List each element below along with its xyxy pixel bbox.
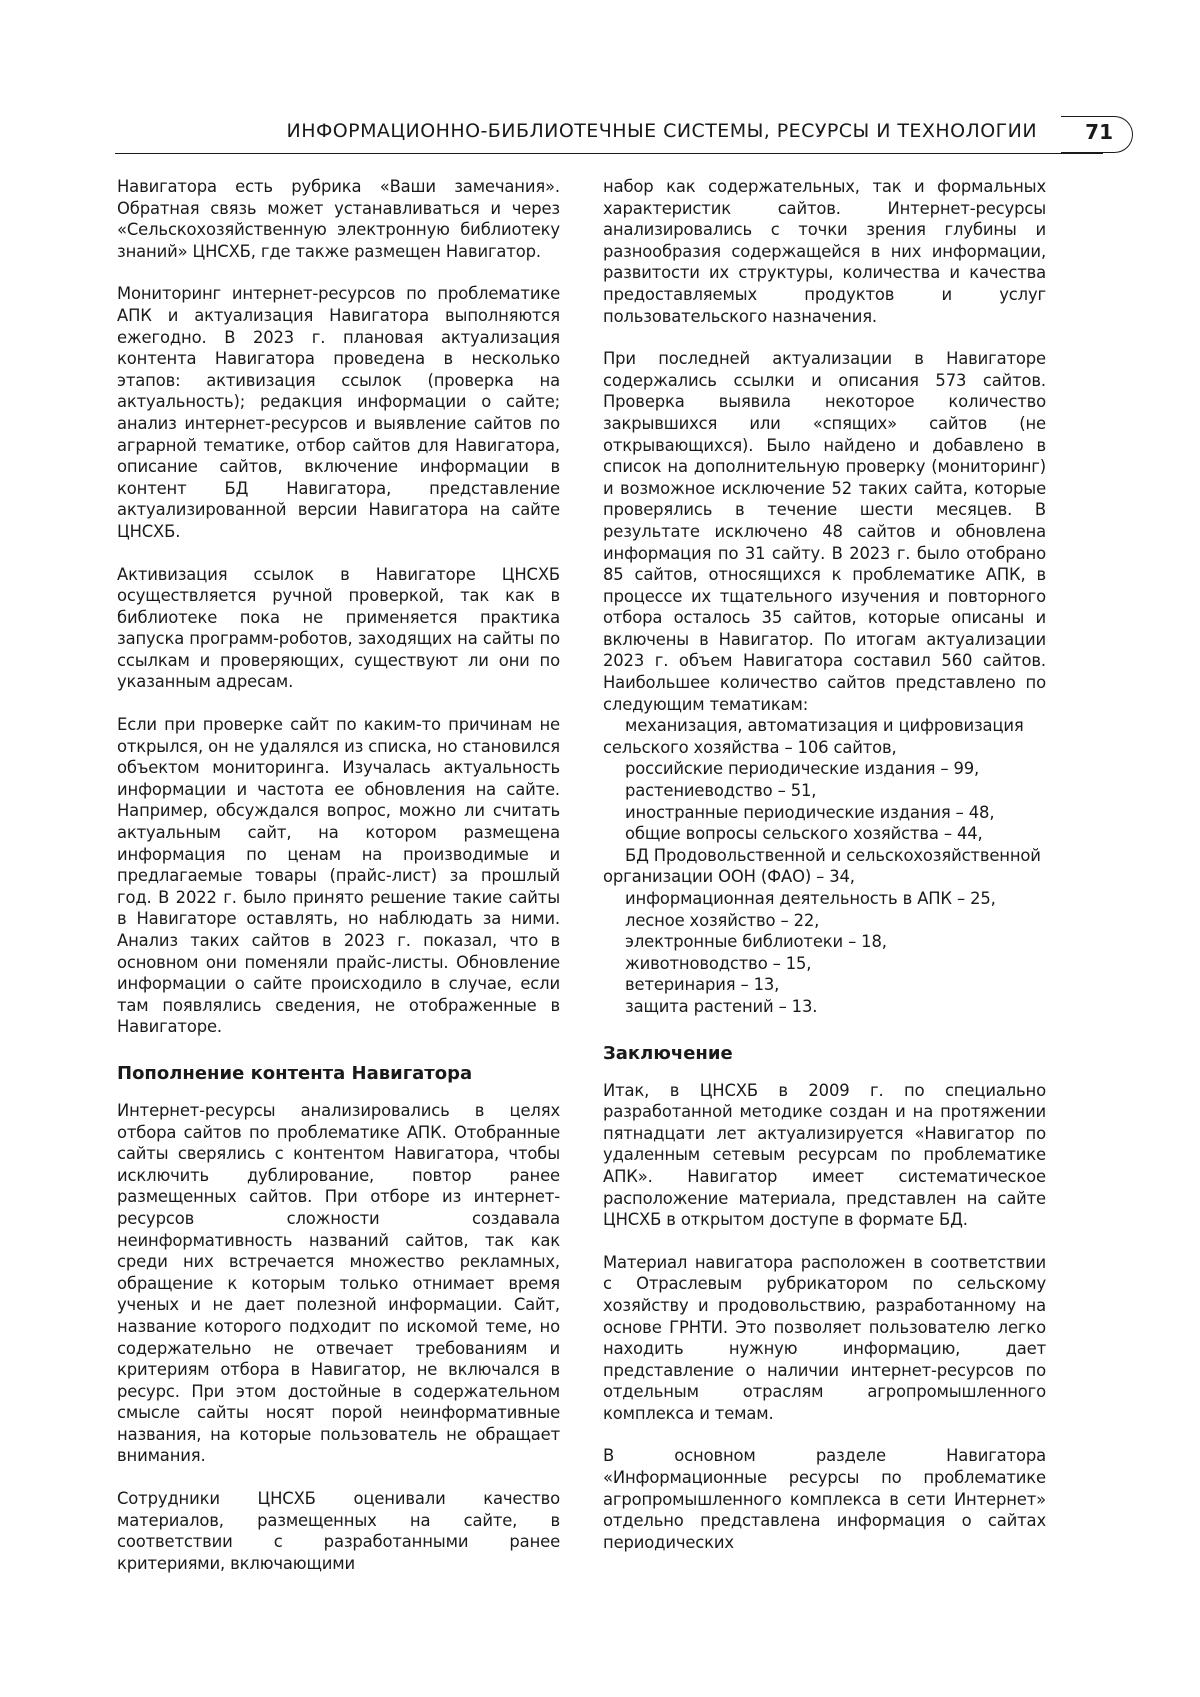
body-paragraph: Материал навигатора расположен в соответствии с Отраслевым рубрикатором по сельскому хозяйству и продовольствию, разработанному на основе ГРНТИ. Это позволяет пользователю легко находить нужную информацию, дает представление о наличии интернет-ресурсов по отдельным отраслям агропромышленного комплекса и темам.	[603, 1252, 1046, 1425]
section-heading: Пополнение контента Навигатора	[117, 1062, 560, 1086]
topic-item: российские периодические издания – 99,	[603, 758, 1046, 780]
running-header	[115, 116, 1133, 154]
topic-item: БД Продовольственной и сельскохозяйственной организации ООН (ФАО) – 34,	[603, 845, 1046, 888]
body-paragraph: Мониторинг интернет-ресурсов по проблематике АПК и актуализация Навигатора выполняются ежегодно. В 2023 г. плановая актуализация контента Навигатора проведена в несколько этапов: активизация ссылок (проверка на актуальность); редакция информации о сайте; анализ интернет-ресурсов и выявление сайтов по аграрной тематике, отбор сайтов для Навигатора, описание сайтов, включение информации в контент БД Навигатора, представление актуализированной версии Навигатора на сайте ЦНСХБ.	[117, 283, 560, 542]
section-heading: Заключение	[603, 1042, 1046, 1066]
header-rule	[115, 153, 1103, 154]
body-paragraph: Навигатора есть рубрика «Ваши замечания». Обратная связь может устанавливаться и через «Сельскохозяйственную электронную библиотеку знаний» ЦНСХБ, где также размещен Навигатор.	[117, 176, 560, 262]
topic-item: ветеринария – 13,	[603, 974, 1046, 996]
topic-item: растениеводство – 51,	[603, 780, 1046, 802]
topic-item: общие вопросы сельского хозяйства – 44,	[603, 823, 1046, 845]
right-column	[603, 176, 1046, 1574]
topic-item: животноводство – 15,	[603, 953, 1046, 975]
topic-item: электронные библиотеки – 18,	[603, 931, 1046, 953]
body-paragraph: При последней актуализации в Навигаторе содержались ссылки и описания 573 сайтов. Проверка выявила некоторое количество закрывшихся или «спящих» сайтов (не открывающихся). Было найдено и добавлено в список на дополнительную проверку (мониторинг) и возможное исключение 52 таких сайта, которые проверялись в течение шести месяцев. В результате исключено 48 сайтов и обновлена информация по 31 сайту. В 2023 г. было отобрано 85 сайтов, относящихся к проблематике АПК, в процессе их тщательного изучения и повторного отбора осталось 35 сайтов, которые описаны и включены в Навигатор. По итогам актуализации 2023 г. объем Навигатора составил 560 сайтов. Наибольшее количество сайтов представлено по следующим тематикам:	[603, 348, 1046, 715]
body-paragraph: Если при проверке сайт по каким-то причинам не открылся, он не удалялся из списка, но становился объектом мониторинга. Изучалась актуальность информации и частота ее обновления на сайте. Например, обсуждался вопрос, можно ли считать актуальным сайт, на котором размещена информация по ценам на производимые и предлагаемые товары (прайс-лист) за прошлый год. В 2022 г. было принято решение такие сайты в Навигаторе оставлять, но наблюдать за ними. Анализ таких сайтов в 2023 г. показал, что в основном они поменяли прайс-листы. Обновление информации о сайте происходило в случае, если там появлялись сведения, не отображенные в Навигаторе.	[117, 714, 560, 1038]
topic-item: информационная деятельность в АПК – 25,	[603, 888, 1046, 910]
topic-item: лесное хозяйство – 22,	[603, 910, 1046, 932]
body-paragraph: В основном разделе Навигатора «Информационные ресурсы по проблематике агропромышленного комплекса в сети Интернет» отдельно представлена информация о сайтах периодических	[603, 1445, 1046, 1553]
topic-item: механизация, автоматизация и цифровизация сельского хозяйства – 106 сайтов,	[603, 715, 1046, 758]
running-header-title: ИНФОРМАЦИОННО-БИБЛИОТЕЧНЫЕ СИСТЕМЫ, РЕСУРСЫ И ТЕХНОЛОГИИ	[287, 120, 1037, 142]
topic-item: иностранные периодические издания – 48,	[603, 802, 1046, 824]
topic-list	[603, 715, 1046, 1017]
body-paragraph: Интернет-ресурсы анализировались в целях отбора сайтов по проблематике АПК. Отобранные сайты сверялись с контентом Навигатора, чтобы исключить дублирование, повтор ранее размещенных сайтов. При отборе из интернет-ресурсов сложности создавала неинформативность названий сайтов, так как среди них встречается множество рекламных, обращение к которым только отнимает время ученых и не дает полезной информации. Сайт, название которого подходит по искомой теме, но содержательно не отвечает требованиям и критериям отбора в Навигатор, не включался в ресурс. При этом достойные в содержательном смысле сайты носят порой неинформативные названия, на которые пользователь не обращает внимания.	[117, 1100, 560, 1467]
body-paragraph: Сотрудники ЦНСХБ оценивали качество материалов, размещенных на сайте, в соответствии с разработанными ранее критериями, включающими	[117, 1488, 560, 1574]
body-paragraph: Итак, в ЦНСХБ в 2009 г. по специально разработанной методике создан и на протяжении пятнадцати лет актуализируется «Навигатор по удаленным сетевым ресурсам по проблематике АПК». Навигатор имеет систематическое расположение материала, представлен на сайте ЦНСХБ в открытом доступе в формате БД.	[603, 1080, 1046, 1231]
page-number: 71	[1085, 120, 1113, 144]
body-paragraph: набор как содержательных, так и формальных характеристик сайтов. Интернет-ресурсы анализировались с точки зрения глубины и разнообразия содержащейся в них информации, развитости их структуры, количества и качества предоставляемых продуктов и услуг пользовательского назначения.	[603, 176, 1046, 327]
topic-item: защита растений – 13.	[603, 996, 1046, 1018]
body-paragraph: Активизация ссылок в Навигаторе ЦНСХБ осуществляется ручной проверкой, так как в библиотеке пока не применяется практика запуска программ-роботов, заходящих на сайты по ссылкам и проверяющих, существуют ли они по указанным адресам.	[117, 564, 560, 694]
left-column	[117, 176, 560, 1595]
